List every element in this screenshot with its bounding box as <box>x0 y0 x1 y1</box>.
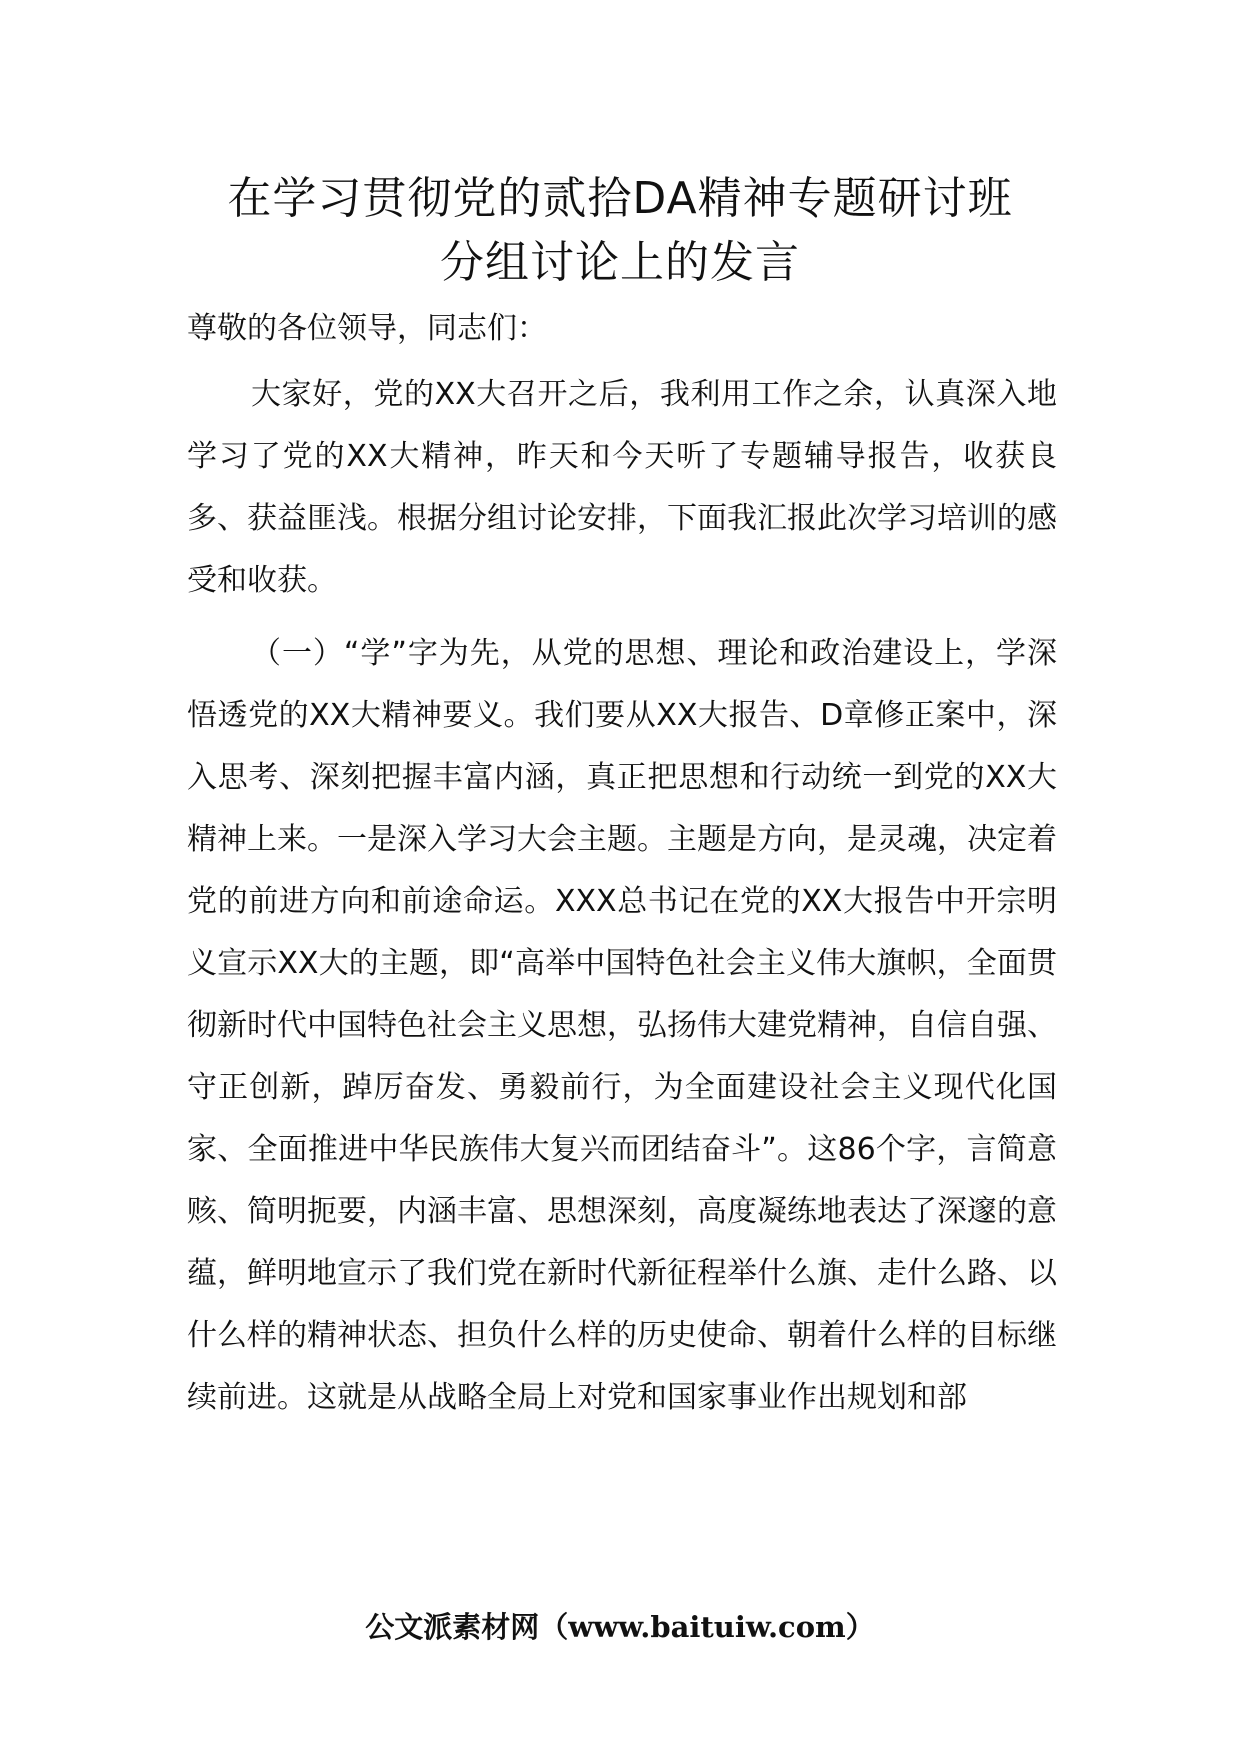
document-title-line-2: 分组讨论上的发言 <box>440 237 800 288</box>
document-title-line-1: 在学习贯彻党的贰拾DA精神专题研讨班 <box>227 173 1013 224</box>
footer-source: 公文派素材网（www.baituiw.com） <box>365 1610 875 1644</box>
salutation: 尊敬的各位领导，同志们： <box>187 311 547 346</box>
body-paragraph-section-1: （一）“学”字为先，从党的思想、理论和政治建设上，学深悟透党的XX大精神要义。我们要从XX大报告、D章修正案中，深入思考、深刻把握丰富内涵，真正把思想和行动统一到党的XX大精神上来。一是深入学习大会主题。主题是方向，是灵魂，决定着党的前进方向和前途命运。XXX总书记在党的XX大报告中开宗明义宣示XX大的主题，即“高举中国特色社会主义伟大旗帜，全面贯彻新时代中国特色社会主义思想，弘扬伟大建党精神，自信自强、守正创新，踔厉奋发、勇毅前行，为全面建设社会主义现代化国家、全面推进中华民族伟大复兴而团结奋斗”。这86个字，言简意赅、简明扼要，内涵丰富、思想深刻，高度凝练地表达了深邃的意蕴，鲜明地宣示了我们党在新时代新征程举什么旗、走什么路、以什么样的精神状态、担负什么样的历史使命、朝着什么样的目标继续前进。这就是从战略全局上对党和国家事业作出规划和部 <box>187 636 1057 1415</box>
body-paragraph-intro: 大家好，党的XX大召开之后，我利用工作之余，认真深入地学习了党的XX大精神，昨天和今天听了专题辅导报告，收获良多、获益匪浅。根据分组讨论安排，下面我汇报此次学习培训的感受和收获。 <box>187 377 1057 598</box>
